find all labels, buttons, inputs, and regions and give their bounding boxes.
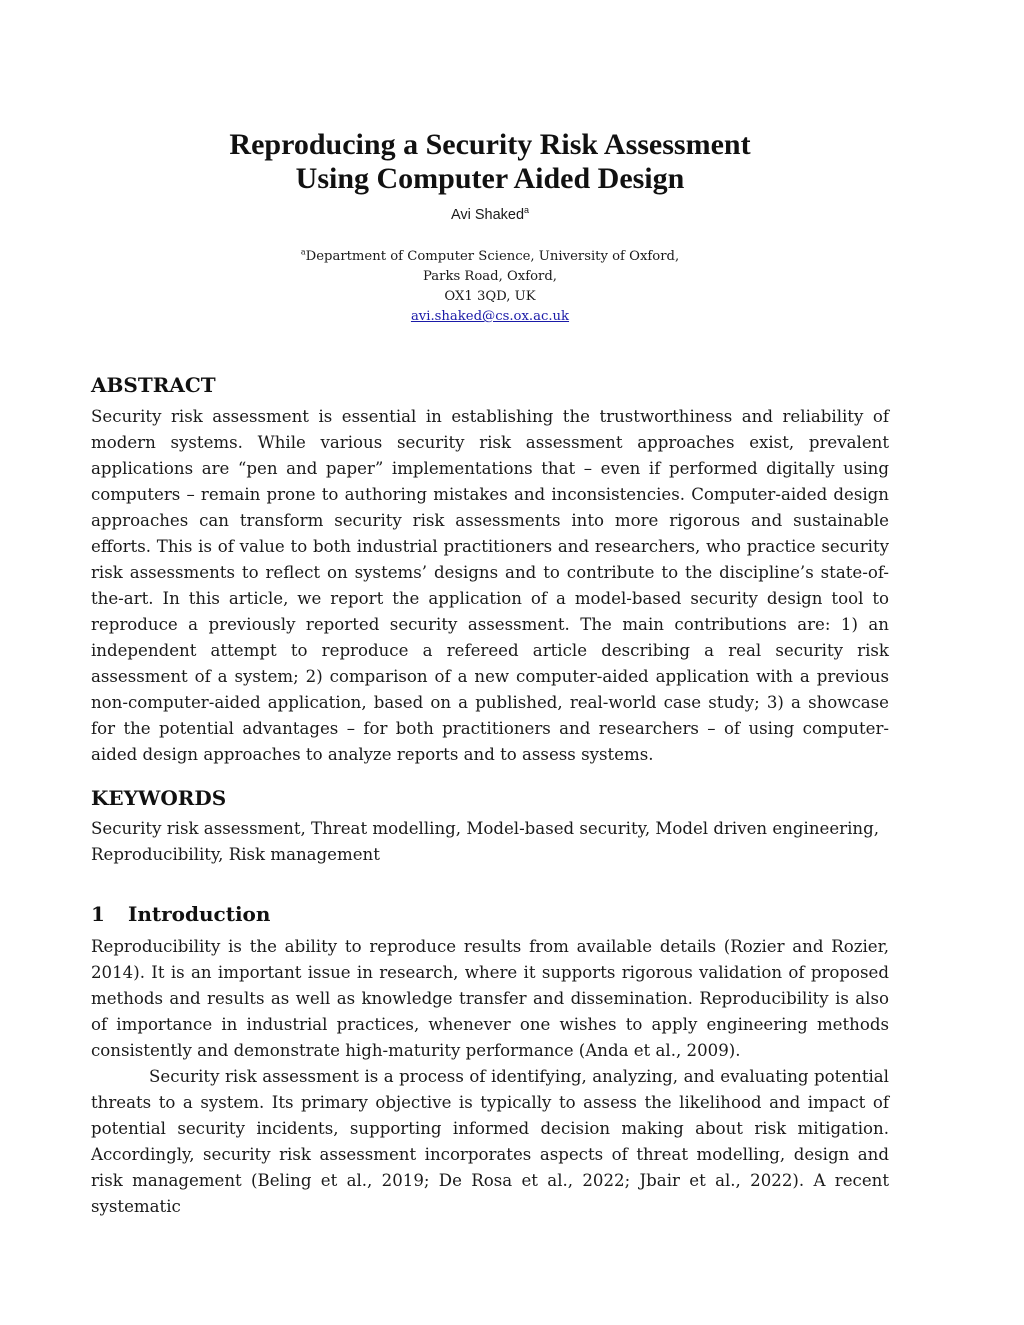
paper-page	[91, 0, 889, 1325]
keywords-text: Security risk assessment, Threat modelling, Model-based security, Model driven engineering, Reproducibility, Risk management	[91, 819, 879, 864]
author-email-link[interactable]: avi.shaked@cs.ox.ac.uk	[410, 309, 570, 324]
title-line-2: Using Computer Aided Design	[295, 162, 685, 195]
author-line	[91, 206, 889, 224]
introduction-heading	[91, 901, 270, 927]
affiliation-marker: a	[300, 247, 306, 257]
introduction-paragraph-2: Security risk assessment is a process of identifying, analyzing, and evaluating potential threats to a system. Its primary objective is typically to assess the likelihood and impact of potential security incidents, supporting informed decision making about risk mitigation. Accordingly, security risk assessment incorporates aspects of threat modelling, design and risk management (Beling et al., 2019; De Rosa et al., 2022; Jbair et al., 2022). A recent systematic	[91, 1067, 889, 1216]
affiliation-line-3: OX1 3QD, UK	[444, 289, 536, 304]
paper-title	[91, 128, 889, 196]
title-line-1: Reproducing a Security Risk Assessment	[229, 128, 751, 161]
affiliation-department: Department of Computer Science, University of Oxford,	[305, 249, 680, 264]
abstract-text: Security risk assessment is essential in establishing the trustworthiness and reliability of modern systems. While various security risk assessment approaches exist, prevalent applications are “pen and paper” implementations that – even if performed digitally using computers – remain prone to authoring mistakes and inconsistencies. Computer-aided design approaches can transform security risk assessments into more rigorous and sustainable efforts. This is of value to both industrial practitioners and researchers, who practice security risk assessments to reflect on systems’ designs and to contribute to the discipline’s state-of-the-art. In this article, we report the application of a model-based security design tool to reproduce a previously reported security assessment. The main contributions are: 1) an independent attempt to reproduce a refereed article describing a real security risk assessment of a system; 2) comparison of a new computer-aided application with a previous non-computer-aided application, based on a published, real-world case study; 3) a showcase for the potential advantages – for both practitioners and researchers – of using computer-aided design approaches to analyze reports and to assess systems.	[91, 407, 889, 764]
section-title: Introduction	[128, 902, 271, 926]
abstract-heading: ABSTRACT	[91, 373, 216, 397]
section-number: 1	[91, 902, 105, 926]
author-affiliation-marker: a	[524, 205, 530, 216]
affiliation-block	[91, 247, 889, 327]
affiliation-line-1	[91, 247, 889, 267]
email-line	[91, 307, 889, 327]
author-name: Avi Shaked	[450, 207, 525, 223]
introduction-paragraph-1: Reproducibility is the ability to reproduce results from available details (Rozier and Rozier, 2014). It is an important issue in research, where it supports rigorous validation of proposed methods and results as well as knowledge transfer and dissemination. Reproducibility is also of importance in industrial practices, whenever one wishes to apply engineering methods consistently and demonstrate high-maturity performance (Anda et al., 2009).	[91, 937, 889, 1060]
affiliation-line-2: Parks Road, Oxford,	[423, 269, 557, 284]
keywords-heading: KEYWORDS	[91, 786, 227, 810]
